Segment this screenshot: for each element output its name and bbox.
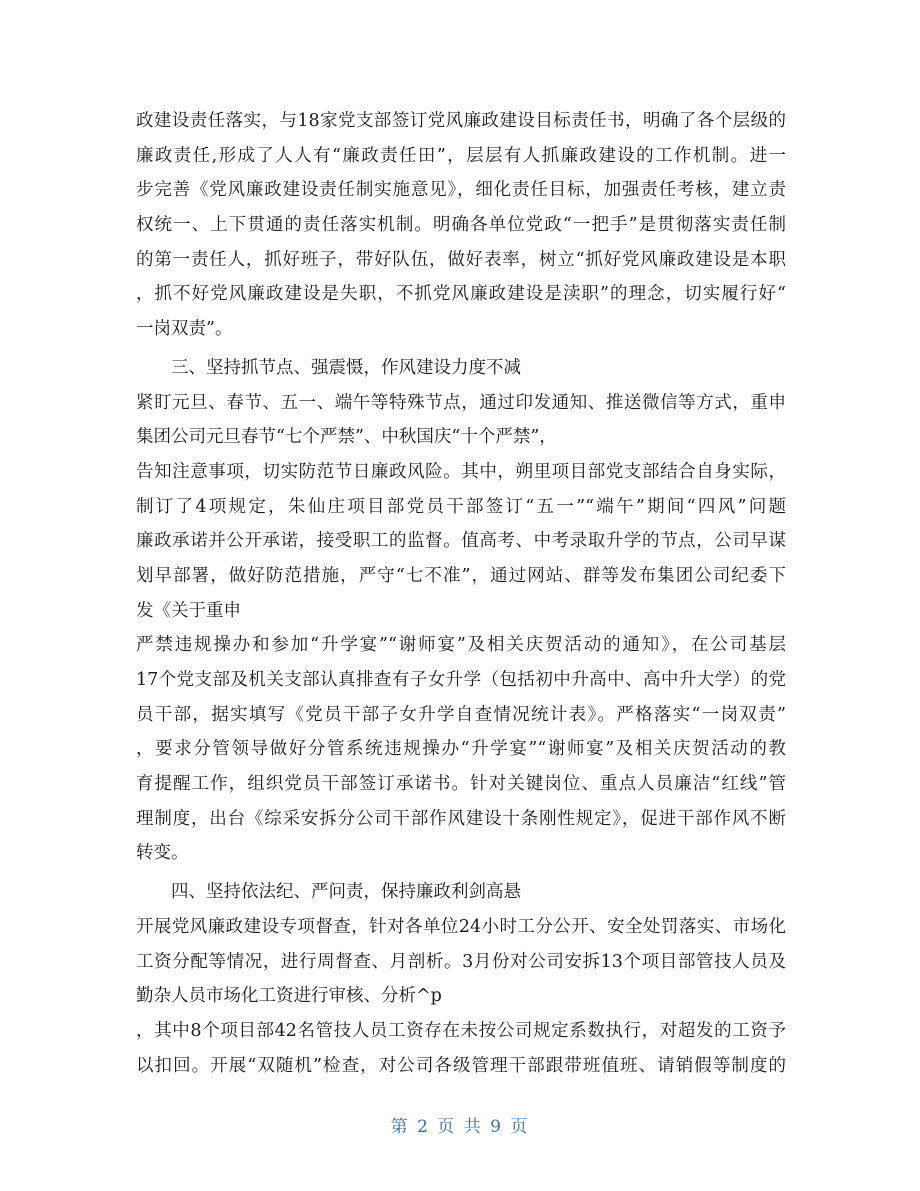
text-line: 告知注意事项，切实防范节日廉政风险。其中，朔里项目部党支部结合自身实际， — [136, 461, 786, 482]
text-line: 发《关于重申 — [136, 600, 241, 621]
document-body — [136, 104, 786, 1083]
text-line: 划早部署，做好防范措施，严守“七不准”，通过网站、群等发布集团公司纪委下 — [136, 565, 786, 586]
text-line: ，其中8个项目部42名管技人员工资存在未按公司规定系数执行，对超发的工资予 — [136, 1020, 786, 1041]
text-line: 转变。 — [136, 843, 189, 864]
text-line: 开展党风廉政建设专项督查，针对各单位24小时工分公开、安全处罚落实、市场化 — [136, 916, 786, 937]
page-number-footer: 第 2 页 共 9 页 — [390, 1117, 530, 1137]
text-line: 一岗双责”。 — [136, 319, 233, 340]
text-line: 育提醒工作，组织党员干部签订承诺书。针对关键岗位、重点人员廉洁“红线”管 — [136, 774, 786, 795]
text-line: 员干部，据实填写《党员干部子女升学自查情况统计表》。严格落实“一岗双责” — [136, 704, 786, 725]
text-line: 理制度，出台《综采安拆分公司干部作风建设十条刚性规定》，促进干部作风不断 — [136, 808, 786, 829]
text-line: 步完善《党风廉政建设责任制实施意见》，细化责任目标，加强责任考核，建立责 — [136, 180, 786, 201]
text-line: 制订了4项规定，朱仙庄项目部党员干部签订“五一”“端午”期间“四风”问题 — [136, 496, 786, 517]
text-line: 以扣回。开展“双随机”检查，对公司各级管理干部跟带班值班、请销假等制度的 — [136, 1055, 786, 1076]
text-line: 集团公司元旦春节“七个严禁”、中秋国庆“十个严禁”， — [136, 427, 557, 448]
text-line: 严禁违规操办和参加“升学宴”“谢师宴”及相关庆贺活动的通知》，在公司基层 — [136, 635, 786, 656]
text-line: 17个党支部及机关支部认真排查有子女升学（包括初中升高中、高中升大学）的党 — [136, 670, 786, 690]
text-line: 的第一责任人，抓好班子，带好队伍，做好表率，树立“抓好党风廉政建设是本职 — [136, 249, 786, 270]
text-line: 权统一、上下贯通的责任落实机制。明确各单位党政“一把手”是贯彻落实责任制 — [136, 215, 786, 236]
text-line: ，要求分管领导做好分管系统违规操办“升学宴”“谢师宴”及相关庆贺活动的教 — [136, 739, 786, 760]
text-line: ，抓不好党风廉政建设是失职，不抓党风廉政建设是渎职”的理念，切实履行好“ — [136, 284, 786, 305]
section-heading-3: 三、坚持抓节点、强震慑，作风建设力度不减 — [171, 357, 521, 378]
text-line: 廉政承诺并公开承诺，接受职工的监督。值高考、中考录取升学的节点，公司早谋 — [136, 531, 786, 552]
text-line: 政建设责任落实，与18家党支部签订党风廉政建设目标责任书，明确了各个层级的 — [136, 111, 786, 131]
section-heading-4: 四、坚持依法纪、严问责，保持廉政利剑高悬 — [171, 882, 521, 903]
text-line: 工资分配等情况，进行周督查、月剖析。3月份对公司安拆13个项目部管技人员及 — [136, 951, 786, 972]
text-line: 廉政责任,形成了人人有“廉政责任田”，层层有人抓廉政建设的工作机制。进一 — [136, 145, 786, 166]
text-line: 紧盯元旦、春节、五一、端午等特殊节点，通过印发通知、推送微信等方式，重申 — [136, 392, 786, 413]
text-line: 勤杂人员市场化工资进行审核、分析^p — [136, 986, 442, 1007]
